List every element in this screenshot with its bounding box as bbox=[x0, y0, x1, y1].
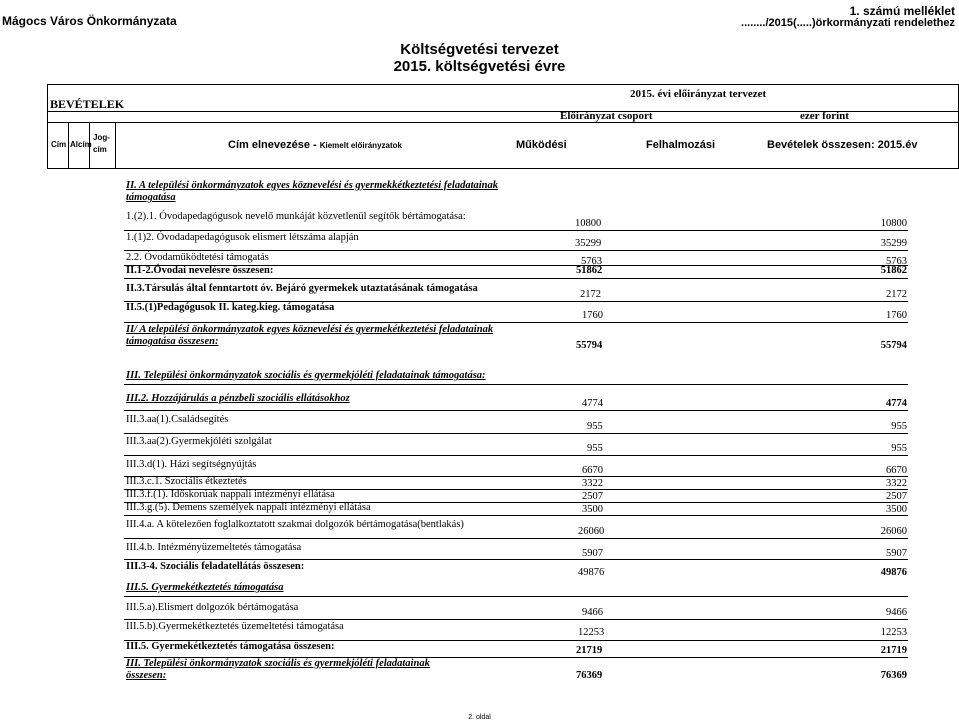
row-total: 955 bbox=[891, 443, 907, 454]
row-label: II/ A települési önkormányzatok egyes köznevelési és gyermekétkeztetési feladatainak bbox=[126, 324, 494, 335]
row-total: 1760 bbox=[886, 310, 907, 321]
row-label: III. Települési önkormányzatok szociális és gyermekjóléti feladatainak támogatása: bbox=[126, 370, 486, 381]
row-total: 51862 bbox=[880, 265, 907, 276]
row-label: III.4.a. A kötelezően foglalkoztatott szakmai dolgozók bértámogatása(bentlakás) bbox=[126, 519, 464, 530]
row-total: 2172 bbox=[886, 289, 907, 300]
row-total: 26060 bbox=[880, 526, 907, 537]
row-total: 6670 bbox=[886, 465, 907, 476]
row-working: 3322 bbox=[582, 478, 603, 489]
row-label: 1.(1)2. Óvodadapedagógusok elismert létszáma alapján bbox=[126, 232, 359, 243]
row-label: III.3.c.1. Szociális étkeztetés bbox=[126, 476, 247, 487]
row-working: 49876 bbox=[578, 567, 605, 578]
row-working: 2507 bbox=[582, 491, 603, 502]
annex-number: 1. számú melléklet bbox=[849, 4, 955, 18]
row-working: 2172 bbox=[580, 289, 601, 300]
page-number: 2. oldal bbox=[468, 714, 491, 721]
row-label: III. Települési önkormányzatok szociális és gyermekjóléti feladatainak bbox=[126, 658, 430, 669]
col-cim: Cím bbox=[51, 140, 67, 149]
row-total: 12253 bbox=[880, 627, 907, 638]
row-working: 5907 bbox=[582, 548, 603, 559]
row-working: 76369 bbox=[576, 670, 603, 681]
row-total: 35299 bbox=[880, 238, 907, 249]
row-total: 5763 bbox=[886, 256, 907, 267]
row-working: 55794 bbox=[576, 340, 603, 351]
row-total: 9466 bbox=[886, 607, 907, 618]
decree-reference: ......../2015(.....)örkormányzati rendelethez bbox=[741, 17, 955, 29]
row-label: II.3.Társulás által fenntartott óv. Bejáró gyermekek utaztatásának támogatása bbox=[126, 283, 478, 294]
row-total: 2507 bbox=[886, 491, 907, 502]
row-working: 51862 bbox=[576, 265, 603, 276]
row-label: 2.2. Óvodaműködtetési támogatás bbox=[126, 252, 269, 263]
row-label: III.3-4. Szociális feladatellátás összesen: bbox=[126, 561, 305, 572]
section-title: BEVÉTELEK bbox=[50, 97, 125, 111]
row-label-cont: támogatása összesen: bbox=[126, 336, 219, 347]
col-name-main: Cím elnevezése - bbox=[228, 139, 320, 151]
row-label: 1.(2).1. Óvodapedagógusok nevelő munkáját közvetlenül segítők bértámogatása: bbox=[126, 211, 466, 222]
row-working: 1760 bbox=[582, 310, 603, 321]
row-label: II.1-2.Óvodai nevelésre összesen: bbox=[126, 265, 274, 276]
col-name bbox=[228, 139, 402, 151]
col-felhalmozasi: Felhalmozási bbox=[646, 139, 716, 151]
plan-title: 2015. évi előirányzat tervezet bbox=[630, 88, 767, 100]
row-working: 6670 bbox=[582, 465, 603, 476]
row-working: 12253 bbox=[578, 627, 605, 638]
row-working: 955 bbox=[587, 443, 603, 454]
col-total: Bevételek összesen: 2015.év bbox=[767, 139, 918, 151]
row-label: III.3.aa(2).Gyermekjóléti szolgálat bbox=[126, 436, 272, 447]
row-label: II.5.(1)Pedagógusok II. kateg.kieg. támogatása bbox=[126, 302, 335, 313]
row-working: 10800 bbox=[575, 218, 602, 229]
row-label: III.5.b).Gyermekétkeztetés üzemeltetési támogatása bbox=[126, 621, 344, 632]
row-label: III.3.g.(5). Demens személyek nappali intézményi ellátása bbox=[126, 502, 371, 513]
row-total: 5907 bbox=[886, 548, 907, 559]
row-working: 9466 bbox=[582, 607, 603, 618]
row-label: III.5.a).Elismert dolgozók bértámogatása bbox=[126, 602, 299, 613]
row-label-cont: összesen: bbox=[126, 670, 167, 681]
row-label: III.2. Hozzájárulás a pénzbeli szociális ellátásokhoz bbox=[126, 393, 350, 404]
row-label: III.3.d(1). Házi segítségnyújtás bbox=[126, 459, 257, 470]
row-total: 21719 bbox=[880, 645, 907, 656]
row-total: 55794 bbox=[880, 340, 907, 351]
row-total: 10800 bbox=[880, 218, 907, 229]
row-working: 4774 bbox=[582, 398, 603, 409]
row-label-cont: támogatása bbox=[126, 192, 176, 203]
col-alcim: Alcím bbox=[70, 140, 92, 149]
unit-label: ezer forint bbox=[800, 110, 849, 122]
row-label: III.5. Gyermekétkeztetés támogatása összesen: bbox=[126, 641, 335, 652]
col-mukodesi: Működési bbox=[516, 139, 567, 151]
col-jogcim-2: cím bbox=[93, 145, 107, 154]
municipality-name: Mágocs Város Önkormányzata bbox=[2, 14, 177, 28]
document-title: Költségvetési tervezet bbox=[400, 41, 559, 58]
row-total: 4774 bbox=[886, 398, 907, 409]
row-label: II. A települési önkormányzatok egyes köznevelési és gyermekkétkeztetési feladatainak bbox=[126, 180, 499, 191]
row-working: 21719 bbox=[576, 645, 603, 656]
document-subtitle: 2015. költségvetési évre bbox=[393, 58, 566, 75]
row-working: 5763 bbox=[581, 256, 602, 267]
row-label: III.5. Gyermekétkeztetés támogatása bbox=[126, 582, 284, 593]
row-total: 955 bbox=[891, 421, 907, 432]
row-total: 49876 bbox=[880, 567, 907, 578]
appropriation-group: Előirányzat csoport bbox=[560, 110, 653, 122]
row-label: III.3.aa(1).Családsegítés bbox=[126, 414, 229, 425]
row-label: III.3.f.(1). Időskorúak nappali intézményi ellátása bbox=[126, 489, 335, 500]
row-working: 955 bbox=[587, 421, 603, 432]
row-total: 3322 bbox=[886, 478, 907, 489]
row-working: 35299 bbox=[575, 238, 602, 249]
row-working: 26060 bbox=[578, 526, 605, 537]
row-total: 3500 bbox=[886, 504, 907, 515]
row-total: 76369 bbox=[880, 670, 907, 681]
row-working: 3500 bbox=[582, 504, 603, 515]
row-label: III.4.b. Intézményüzemeltetés támogatása bbox=[126, 542, 302, 553]
col-jogcim-1: Jog- bbox=[93, 133, 110, 142]
col-name-sub: Kiemelt előirányzatok bbox=[319, 141, 402, 150]
